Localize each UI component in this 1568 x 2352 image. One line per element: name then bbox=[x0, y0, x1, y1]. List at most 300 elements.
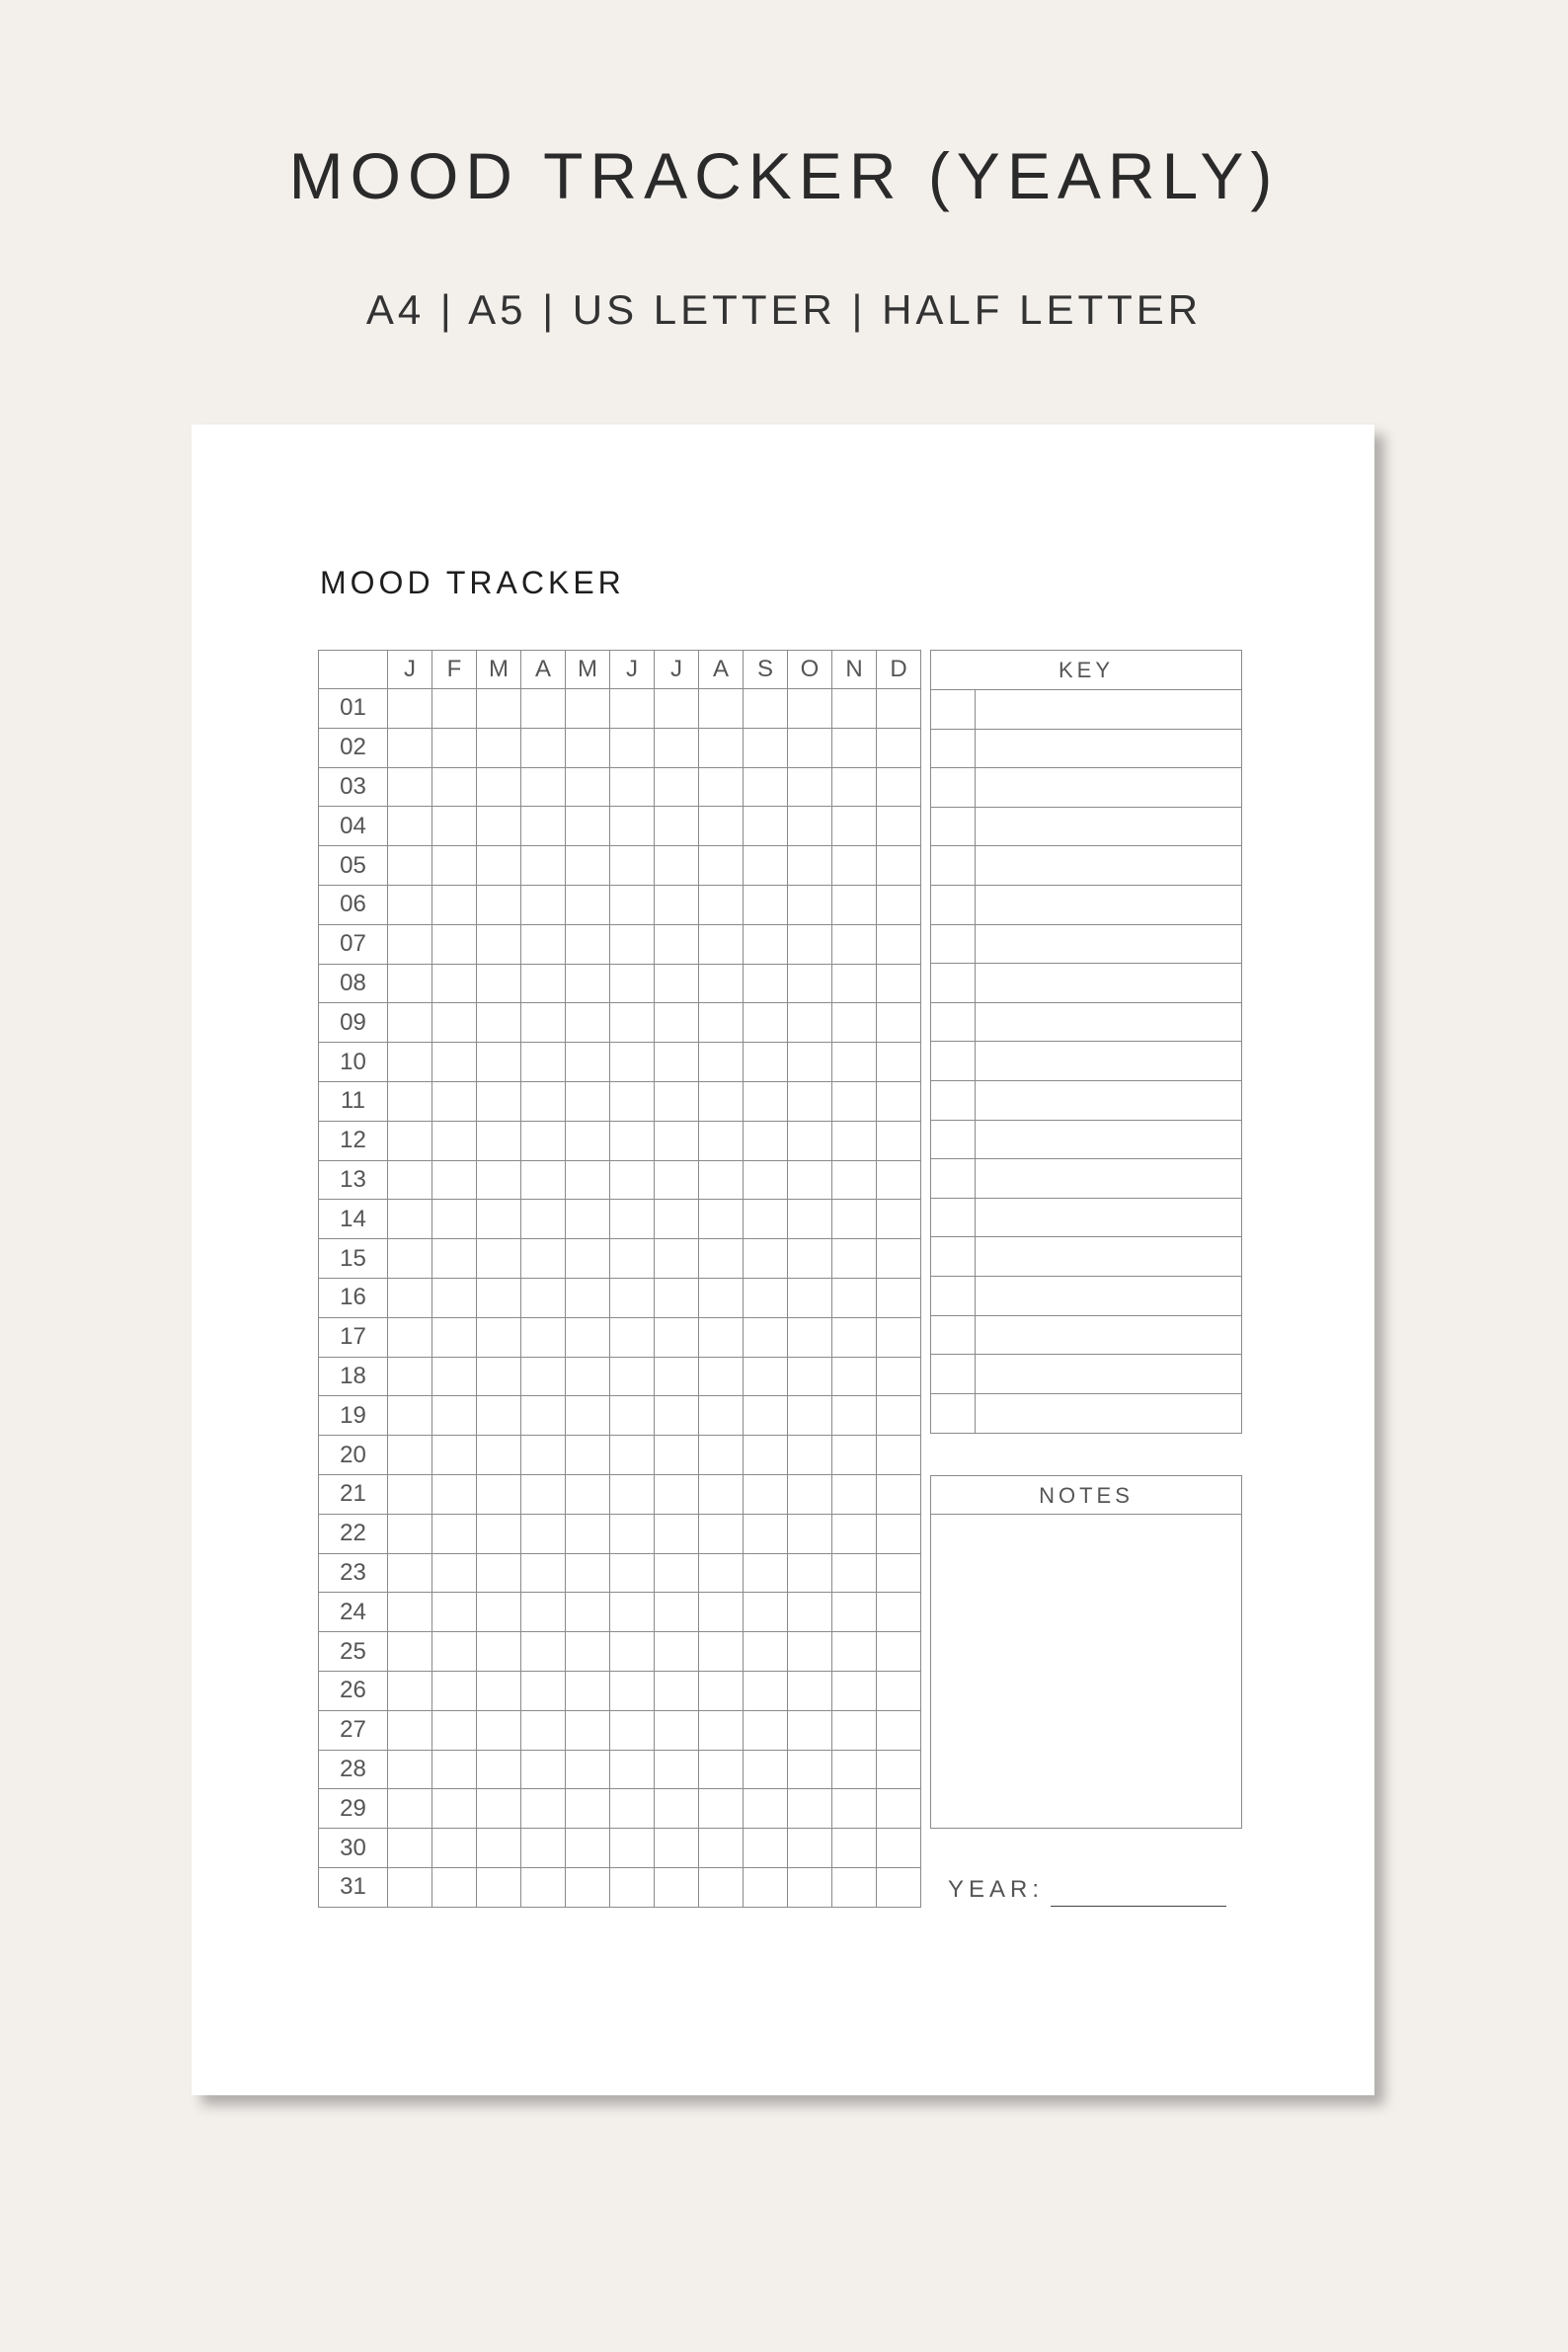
day-row bbox=[319, 885, 921, 924]
key-row bbox=[931, 846, 1241, 886]
mood-cell bbox=[788, 885, 832, 924]
mood-cell bbox=[744, 1081, 788, 1121]
key-swatch bbox=[931, 1121, 976, 1159]
day-label: 22 bbox=[319, 1514, 388, 1553]
mood-cell bbox=[388, 924, 432, 964]
mood-cell bbox=[388, 846, 432, 886]
mood-cell bbox=[610, 1396, 655, 1436]
mood-cell bbox=[610, 885, 655, 924]
month-header: J bbox=[610, 651, 655, 689]
mood-cell bbox=[877, 1829, 921, 1868]
mood-cell bbox=[832, 1278, 877, 1317]
mood-cell bbox=[521, 885, 566, 924]
day-label: 28 bbox=[319, 1750, 388, 1789]
mood-cell bbox=[699, 1867, 744, 1907]
mood-cell bbox=[788, 1514, 832, 1553]
mood-cell bbox=[788, 1867, 832, 1907]
mood-cell bbox=[521, 964, 566, 1003]
mood-cell bbox=[432, 728, 477, 767]
mood-cell bbox=[832, 1750, 877, 1789]
mood-cell bbox=[610, 1829, 655, 1868]
mood-cell bbox=[832, 1710, 877, 1750]
mood-cell bbox=[477, 1474, 521, 1514]
mood-cell bbox=[432, 1671, 477, 1710]
mood-cell bbox=[699, 1632, 744, 1672]
mood-cell bbox=[388, 1357, 432, 1396]
mood-cell bbox=[610, 1593, 655, 1632]
mood-cell bbox=[610, 1632, 655, 1672]
mood-cell bbox=[388, 689, 432, 729]
day-label: 01 bbox=[319, 689, 388, 729]
mood-cell bbox=[388, 1514, 432, 1553]
key-header: KEY bbox=[931, 651, 1241, 690]
mood-cell bbox=[744, 1750, 788, 1789]
mood-cell bbox=[566, 1357, 610, 1396]
mood-cell bbox=[610, 728, 655, 767]
mood-cell bbox=[877, 1671, 921, 1710]
day-label: 29 bbox=[319, 1789, 388, 1829]
mood-cell bbox=[788, 1278, 832, 1317]
mood-cell bbox=[744, 1593, 788, 1632]
mood-cell bbox=[655, 1593, 699, 1632]
mood-cell bbox=[432, 1789, 477, 1829]
day-row bbox=[319, 1710, 921, 1750]
mood-cell bbox=[699, 1043, 744, 1082]
mood-cell bbox=[477, 1829, 521, 1868]
mood-cell bbox=[432, 1474, 477, 1514]
mood-cell bbox=[877, 885, 921, 924]
mood-cell bbox=[610, 1436, 655, 1475]
mood-cell bbox=[744, 1317, 788, 1357]
mood-cell bbox=[744, 846, 788, 886]
mood-cell bbox=[610, 1789, 655, 1829]
mood-cell bbox=[877, 1474, 921, 1514]
mood-cell bbox=[744, 1789, 788, 1829]
mood-cell bbox=[655, 1239, 699, 1279]
mood-cell bbox=[832, 964, 877, 1003]
mood-cell bbox=[744, 1632, 788, 1672]
mood-cell bbox=[477, 1789, 521, 1829]
key-swatch bbox=[931, 886, 976, 924]
mood-cell bbox=[744, 885, 788, 924]
mood-cell bbox=[877, 1436, 921, 1475]
mood-cell bbox=[521, 1593, 566, 1632]
mood-cell bbox=[744, 1396, 788, 1436]
mood-cell bbox=[521, 1789, 566, 1829]
key-row bbox=[931, 1121, 1241, 1160]
mood-cell bbox=[877, 689, 921, 729]
mood-cell bbox=[521, 689, 566, 729]
day-row bbox=[319, 1553, 921, 1593]
mood-cell bbox=[744, 1553, 788, 1593]
mood-cell bbox=[699, 767, 744, 807]
mood-cell bbox=[566, 1474, 610, 1514]
mood-cell bbox=[388, 1436, 432, 1475]
key-row bbox=[931, 886, 1241, 925]
key-swatch bbox=[931, 925, 976, 964]
mood-cell bbox=[566, 1553, 610, 1593]
mood-cell bbox=[566, 1750, 610, 1789]
mood-cell bbox=[566, 1003, 610, 1043]
mood-cell bbox=[788, 1671, 832, 1710]
mood-cell bbox=[877, 1239, 921, 1279]
mood-cell bbox=[744, 767, 788, 807]
day-row bbox=[319, 1043, 921, 1082]
mood-cell bbox=[477, 1396, 521, 1436]
mood-cell bbox=[566, 1200, 610, 1239]
month-header-row bbox=[319, 651, 921, 689]
key-row bbox=[931, 730, 1241, 769]
mood-cell bbox=[744, 689, 788, 729]
mood-cell bbox=[432, 1357, 477, 1396]
mood-cell bbox=[832, 1003, 877, 1043]
mood-cell bbox=[877, 1750, 921, 1789]
mood-cell bbox=[655, 1632, 699, 1672]
key-swatch bbox=[931, 964, 976, 1002]
mood-cell bbox=[432, 1081, 477, 1121]
mood-cell bbox=[699, 1436, 744, 1475]
key-row bbox=[931, 690, 1241, 730]
mood-cell bbox=[832, 924, 877, 964]
mood-cell bbox=[788, 924, 832, 964]
month-header: A bbox=[699, 651, 744, 689]
day-row bbox=[319, 1160, 921, 1200]
mood-cell bbox=[655, 1867, 699, 1907]
day-row bbox=[319, 1867, 921, 1907]
month-header: J bbox=[388, 651, 432, 689]
mood-cell bbox=[477, 728, 521, 767]
mood-cell bbox=[477, 924, 521, 964]
mood-cell bbox=[877, 1867, 921, 1907]
day-label: 02 bbox=[319, 728, 388, 767]
day-row bbox=[319, 1671, 921, 1710]
mood-cell bbox=[655, 1043, 699, 1082]
mood-cell bbox=[744, 1043, 788, 1082]
mood-cell bbox=[832, 1514, 877, 1553]
day-row bbox=[319, 1750, 921, 1789]
mood-cell bbox=[744, 964, 788, 1003]
day-row bbox=[319, 1436, 921, 1475]
mood-cell bbox=[432, 1043, 477, 1082]
mood-cell bbox=[699, 1710, 744, 1750]
day-label: 05 bbox=[319, 846, 388, 886]
mood-cell bbox=[432, 846, 477, 886]
mood-cell bbox=[655, 885, 699, 924]
mood-cell bbox=[788, 807, 832, 846]
mood-cell bbox=[610, 1043, 655, 1082]
mood-cell bbox=[610, 1081, 655, 1121]
month-header: N bbox=[832, 651, 877, 689]
mood-cell bbox=[566, 1671, 610, 1710]
mood-cell bbox=[388, 964, 432, 1003]
mood-cell bbox=[388, 1200, 432, 1239]
mood-cell bbox=[788, 1474, 832, 1514]
mood-cell bbox=[788, 1200, 832, 1239]
mood-cell bbox=[432, 1514, 477, 1553]
mood-cell bbox=[566, 1043, 610, 1082]
key-row bbox=[931, 1277, 1241, 1316]
mood-cell bbox=[432, 1396, 477, 1436]
mood-cell bbox=[388, 1632, 432, 1672]
mood-cell bbox=[521, 1317, 566, 1357]
mood-cell bbox=[877, 846, 921, 886]
mood-cell bbox=[388, 767, 432, 807]
day-row bbox=[319, 924, 921, 964]
mood-cell bbox=[388, 1317, 432, 1357]
mood-cell bbox=[699, 1474, 744, 1514]
mood-cell bbox=[477, 689, 521, 729]
day-label: 15 bbox=[319, 1239, 388, 1279]
mood-cell bbox=[566, 1239, 610, 1279]
day-label: 26 bbox=[319, 1671, 388, 1710]
mood-cell bbox=[566, 924, 610, 964]
mood-cell bbox=[388, 1474, 432, 1514]
key-swatch bbox=[931, 1199, 976, 1237]
mood-cell bbox=[521, 1829, 566, 1868]
mood-cell bbox=[432, 807, 477, 846]
mood-cell bbox=[832, 1867, 877, 1907]
mood-cell bbox=[744, 1239, 788, 1279]
mood-cell bbox=[477, 964, 521, 1003]
mood-cell bbox=[832, 1121, 877, 1160]
page-subtitle: A4 | A5 | US LETTER | HALF LETTER bbox=[365, 286, 1203, 333]
mood-cell bbox=[521, 1750, 566, 1789]
mood-cell bbox=[566, 846, 610, 886]
mood-cell bbox=[744, 1867, 788, 1907]
day-label: 13 bbox=[319, 1160, 388, 1200]
mood-cell bbox=[521, 1160, 566, 1200]
day-label: 27 bbox=[319, 1710, 388, 1750]
mood-cell bbox=[744, 1710, 788, 1750]
mood-cell bbox=[699, 924, 744, 964]
mood-cell bbox=[699, 1081, 744, 1121]
day-label: 12 bbox=[319, 1121, 388, 1160]
mood-cell bbox=[432, 964, 477, 1003]
notes-header: NOTES bbox=[931, 1476, 1241, 1515]
mood-cell bbox=[477, 885, 521, 924]
day-row bbox=[319, 1317, 921, 1357]
mood-cell bbox=[388, 1829, 432, 1868]
mood-cell bbox=[655, 1789, 699, 1829]
mood-cell bbox=[388, 1867, 432, 1907]
mood-cell bbox=[477, 1003, 521, 1043]
mood-cell bbox=[788, 1789, 832, 1829]
mood-cell bbox=[744, 1357, 788, 1396]
mood-cell bbox=[832, 1317, 877, 1357]
mood-cell bbox=[432, 1710, 477, 1750]
mood-cell bbox=[699, 964, 744, 1003]
mood-cell bbox=[832, 1239, 877, 1279]
key-swatch bbox=[931, 1277, 976, 1315]
day-label: 03 bbox=[319, 767, 388, 807]
mood-cell bbox=[432, 1121, 477, 1160]
mood-cell bbox=[610, 1553, 655, 1593]
mood-cell bbox=[477, 1593, 521, 1632]
day-row bbox=[319, 964, 921, 1003]
mood-cell bbox=[655, 964, 699, 1003]
mood-cell bbox=[744, 1829, 788, 1868]
mood-cell bbox=[477, 1632, 521, 1672]
day-label: 24 bbox=[319, 1593, 388, 1632]
mood-cell bbox=[832, 689, 877, 729]
key-row bbox=[931, 925, 1241, 965]
mood-cell bbox=[832, 1436, 877, 1475]
mood-cell bbox=[388, 728, 432, 767]
year-label: YEAR: bbox=[948, 1876, 1045, 1903]
day-label: 17 bbox=[319, 1317, 388, 1357]
mood-cell bbox=[699, 1671, 744, 1710]
mood-cell bbox=[388, 1160, 432, 1200]
mood-cell bbox=[699, 1553, 744, 1593]
mood-cell bbox=[388, 1396, 432, 1436]
key-swatch bbox=[931, 808, 976, 846]
day-row bbox=[319, 1357, 921, 1396]
mood-cell bbox=[521, 1710, 566, 1750]
mood-cell bbox=[610, 964, 655, 1003]
key-swatch bbox=[931, 846, 976, 885]
mood-cell bbox=[699, 1160, 744, 1200]
mood-cell bbox=[610, 1121, 655, 1160]
mood-cell bbox=[655, 689, 699, 729]
key-row bbox=[931, 964, 1241, 1003]
mood-cell bbox=[521, 1239, 566, 1279]
mood-cell bbox=[477, 1278, 521, 1317]
mood-cell bbox=[388, 1593, 432, 1632]
day-row bbox=[319, 1239, 921, 1279]
mood-cell bbox=[744, 1671, 788, 1710]
day-row bbox=[319, 1829, 921, 1868]
mood-cell bbox=[655, 728, 699, 767]
mood-cell bbox=[655, 1436, 699, 1475]
mood-cell bbox=[477, 1514, 521, 1553]
key-swatch bbox=[931, 1394, 976, 1434]
mood-cell bbox=[432, 767, 477, 807]
mood-cell bbox=[832, 728, 877, 767]
day-row bbox=[319, 1593, 921, 1632]
mood-cell bbox=[566, 1829, 610, 1868]
day-row bbox=[319, 1514, 921, 1553]
mood-cell bbox=[877, 1553, 921, 1593]
month-header: S bbox=[744, 651, 788, 689]
mood-cell bbox=[832, 846, 877, 886]
mood-cell bbox=[655, 1357, 699, 1396]
mood-cell bbox=[877, 1160, 921, 1200]
mood-cell bbox=[877, 807, 921, 846]
mood-cell bbox=[521, 767, 566, 807]
mood-cell bbox=[655, 1553, 699, 1593]
day-row bbox=[319, 1121, 921, 1160]
mood-cell bbox=[877, 1317, 921, 1357]
mood-cell bbox=[566, 1278, 610, 1317]
mood-cell bbox=[477, 846, 521, 886]
mood-cell bbox=[699, 885, 744, 924]
sheet-title: MOOD TRACKER bbox=[320, 565, 625, 600]
mood-cell bbox=[388, 1239, 432, 1279]
mood-cell bbox=[788, 1160, 832, 1200]
mood-cell bbox=[877, 1278, 921, 1317]
mood-cell bbox=[699, 728, 744, 767]
day-label: 19 bbox=[319, 1396, 388, 1436]
day-row bbox=[319, 767, 921, 807]
mood-cell bbox=[521, 1121, 566, 1160]
day-label: 30 bbox=[319, 1829, 388, 1868]
mood-cell bbox=[477, 1553, 521, 1593]
day-row bbox=[319, 728, 921, 767]
key-swatch bbox=[931, 730, 976, 768]
mood-cell bbox=[610, 767, 655, 807]
mood-cell bbox=[877, 1081, 921, 1121]
mood-cell bbox=[788, 1239, 832, 1279]
mood-cell bbox=[566, 1789, 610, 1829]
mood-cell bbox=[655, 1317, 699, 1357]
key-row bbox=[931, 1042, 1241, 1081]
mood-cell bbox=[655, 1474, 699, 1514]
month-header: M bbox=[566, 651, 610, 689]
key-swatch bbox=[931, 1316, 976, 1355]
mood-cell bbox=[699, 1003, 744, 1043]
mood-cell bbox=[566, 767, 610, 807]
mood-cell bbox=[788, 1553, 832, 1593]
mood-cell bbox=[699, 1357, 744, 1396]
mood-cell bbox=[521, 1553, 566, 1593]
mood-cell bbox=[477, 1239, 521, 1279]
mood-cell bbox=[610, 1514, 655, 1553]
mood-cell bbox=[699, 1750, 744, 1789]
mood-cell bbox=[832, 1671, 877, 1710]
key-row bbox=[931, 1199, 1241, 1238]
mood-cell bbox=[388, 1789, 432, 1829]
mood-cell bbox=[521, 1357, 566, 1396]
day-row bbox=[319, 1200, 921, 1239]
mood-cell bbox=[832, 1829, 877, 1868]
day-row bbox=[319, 1003, 921, 1043]
mood-cell bbox=[788, 1121, 832, 1160]
mood-cell bbox=[566, 1593, 610, 1632]
mood-cell bbox=[788, 689, 832, 729]
mood-cell bbox=[655, 807, 699, 846]
day-row bbox=[319, 807, 921, 846]
mood-cell bbox=[610, 807, 655, 846]
mood-cell bbox=[655, 1278, 699, 1317]
mood-cell bbox=[744, 1160, 788, 1200]
mood-cell bbox=[477, 1750, 521, 1789]
mood-cell bbox=[521, 1514, 566, 1553]
mood-cell bbox=[788, 1003, 832, 1043]
mood-cell bbox=[610, 1357, 655, 1396]
mood-cell bbox=[610, 1867, 655, 1907]
mood-cell bbox=[832, 1160, 877, 1200]
key-row bbox=[931, 1355, 1241, 1394]
mood-cell bbox=[610, 1474, 655, 1514]
key-row bbox=[931, 1159, 1241, 1199]
mood-cell bbox=[477, 1710, 521, 1750]
mood-cell bbox=[655, 1081, 699, 1121]
mood-cell bbox=[877, 767, 921, 807]
day-label: 08 bbox=[319, 964, 388, 1003]
mood-cell bbox=[521, 846, 566, 886]
mood-cell bbox=[477, 807, 521, 846]
mood-cell bbox=[610, 1278, 655, 1317]
mood-cell bbox=[477, 1867, 521, 1907]
day-label: 11 bbox=[319, 1081, 388, 1121]
mood-cell bbox=[477, 767, 521, 807]
mood-cell bbox=[388, 1278, 432, 1317]
mood-cell bbox=[699, 1200, 744, 1239]
mood-cell bbox=[566, 1081, 610, 1121]
key-swatch bbox=[931, 1003, 976, 1042]
mood-cell bbox=[432, 1593, 477, 1632]
mood-cell bbox=[521, 1867, 566, 1907]
